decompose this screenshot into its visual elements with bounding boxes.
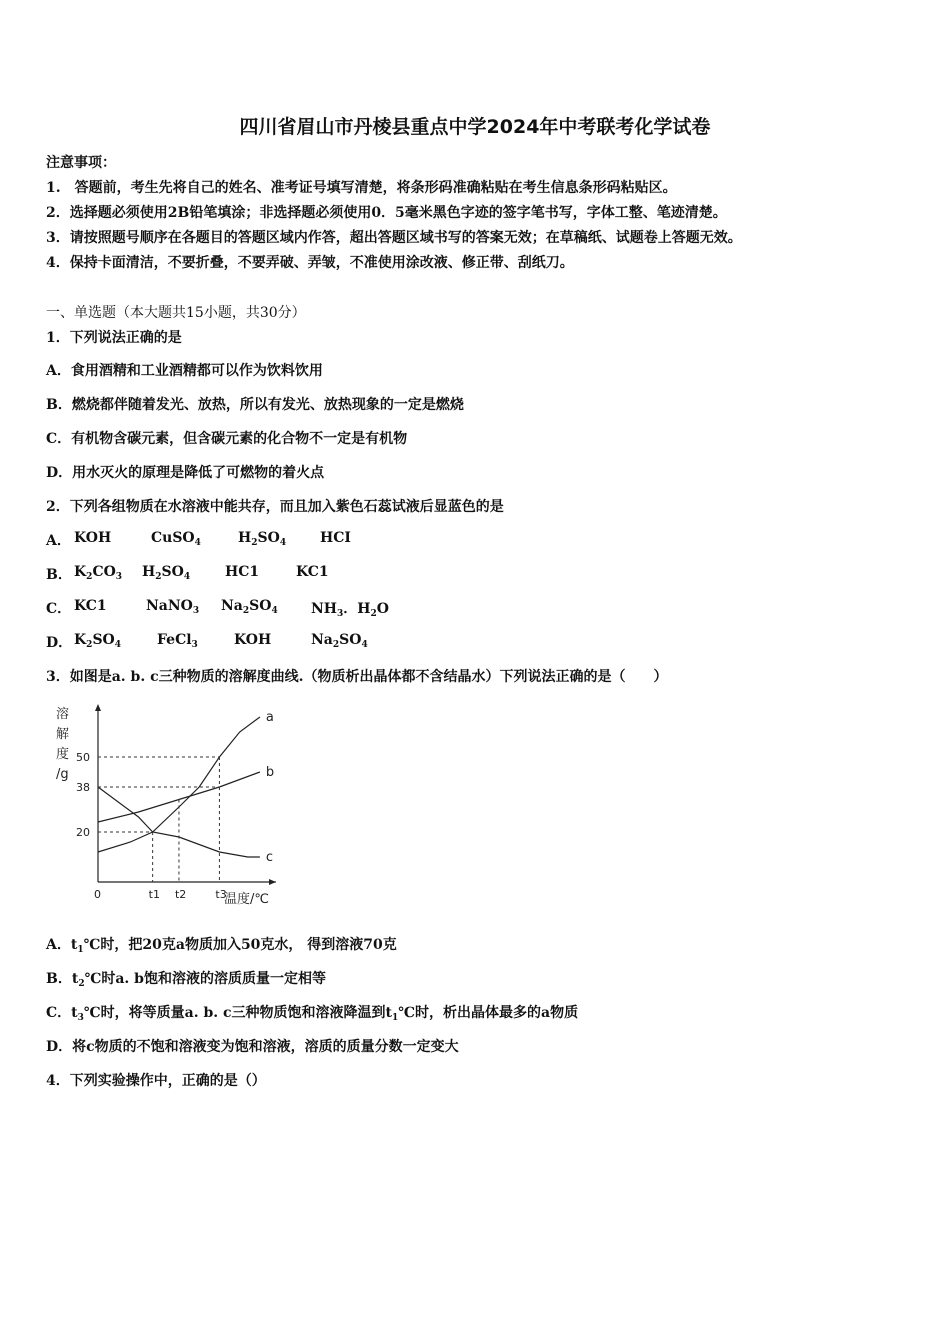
- notice-item-1: 1. 答题前，考生先将自己的姓名、准考证号填写清楚，将条形码准确粘贴在考生信息条形码粘贴区。: [46, 180, 677, 196]
- q1-option-a: A．食用酒精和工业酒精都可以作为饮料饮用: [46, 363, 323, 379]
- notice-heading: 注意事项：: [46, 155, 116, 171]
- y-tick-label: 20: [76, 826, 90, 839]
- y-axis-label: 解: [56, 727, 70, 742]
- q3-option-b: B．$t_2℃$时a. b饱和溶液的溶质质量一定相等: [46, 971, 326, 989]
- x-axis-arrow: [269, 879, 276, 885]
- notice-item-3: 3．请按照题号顺序在各题目的答题区域内作答，超出答题区域书写的答案无效；在草稿纸、试题卷上答题无效。: [46, 230, 742, 246]
- q3-option-a: A．$t_1℃$时，把20克a物质加入50克水， 得到溶液70克: [46, 937, 397, 955]
- solubility-chart: [46, 700, 296, 910]
- y-tick-label: 38: [76, 781, 90, 794]
- q3-stem: 3．如图是a. b. c三种物质的溶解度曲线.（物质析出晶体都不含结晶水）下列说法正确的是（ ）: [46, 669, 668, 685]
- q1-option-c: C．有机物含碳元素，但含碳元素的化合物不一定是有机物: [46, 431, 408, 447]
- y-axis-arrow: [95, 704, 101, 711]
- q1-option-d: D．用水灭火的原理是降低了可燃物的着火点: [46, 465, 325, 481]
- curve-label-b: b: [265, 765, 275, 780]
- notice-item-4: 4．保持卡面清洁，不要折叠，不要弄破、弄皱，不准使用涂改液、修正带、刮纸刀。: [46, 255, 574, 271]
- curve-label-c: c: [265, 850, 274, 865]
- y-axis-label: 溶: [56, 707, 70, 722]
- notice-item-2: 2．选择题必须使用2B铅笔填涂；非选择题必须使用0．5毫米黑色字迹的签字笔书写，字体工整、笔迹清楚。: [46, 205, 727, 221]
- y-axis-label: /g: [56, 767, 69, 782]
- q1-option-b: B．燃烧都伴随着发光、放热，所以有发光、放热现象的一定是燃烧: [46, 397, 464, 413]
- q3-option-c: C．$t_3℃$时，将等质量a. b. c三种物质饱和溶液降温到$t_1℃$时，析出晶体最多的a物质: [46, 1005, 579, 1023]
- x-tick-label: 0: [94, 888, 101, 901]
- page-title: 四川省眉山市丹棱县重点中学2024年中考联考化学试卷: [239, 116, 711, 138]
- x-tick-label: t2: [174, 888, 187, 901]
- y-tick-label: 50: [76, 751, 90, 764]
- q2-stem: 2．下列各组物质在水溶液中能共存，而且加入紫色石蕊试液后显蓝色的是: [46, 499, 504, 515]
- x-tick-label: t3: [215, 888, 227, 901]
- x-tick-label: t1: [148, 888, 160, 901]
- curve-label-a: a: [265, 710, 274, 725]
- q1-stem: 1．下列说法正确的是: [46, 330, 182, 346]
- curve-c: [98, 787, 260, 857]
- y-axis-label: 度: [56, 747, 70, 762]
- section-heading: 一、单选题（本大题共15小题，共30分）: [46, 305, 306, 321]
- q3-option-d: D．将c物质的不饱和溶液变为饱和溶液，溶质的质量分数一定变大: [46, 1039, 459, 1055]
- x-axis-label: 温度/℃: [224, 892, 269, 907]
- exam-page: 四川省眉山市丹棱县重点中学2024年中考联考化学试卷 注意事项： 1. 答题前，考生先将自己的姓名、准考证号填写清楚，将条形码准确粘贴在考生信息条形码粘贴区。 2．选择题必须使用2B铅笔填涂；非选择题必须使用0．5毫米黑色字迹的签字笔书写，字体工整、笔迹清楚。 3．请按照题号顺序在各题目的答题区域内作答，超出答题区域书写的答案无效；在草稿纸、试题卷上答题无效。 4．保持卡面清洁，不要折叠，不要弄破、弄皱，不准使用涂改液、修正带、刮纸刀。 一、单选题（本大题共15小题，共30分） 1．下列说法正确的是 A．食用酒精和工业酒精都可以作为饮料饮用 B．燃烧都伴随着发光、放热，所以有发光、放热现象的一定是燃烧 C．有机物含碳元素，但含碳元素的化合物不一定是有机物 D．用水灭火的原理是降低了可燃物的着火点 2．下列各组物质在水溶液中能共存，而且加入紫色石蕊试液后显蓝色的是 A． KOH CuSO$_4$ $H_2SO_4$ HCI B． $K_2CO_3$ $H_2SO_4$ HC1 KC1 C． KC1 NaNO$_3$ $Na_2SO_4$ $NH_3$．$H_2O$ D． $K_2SO_4$ FeCl$_3$ KOH $Na_2SO_4$ 3．如图是a. b. c三种物质的溶解度曲线.（物质析出晶体都不含结晶水）下列说法正确的是（ ） 溶 解 度 /g 温度/℃ 20 38 50 a b c 0 t1 t2 t3 A．$t_1℃$时，把20克a物质加入50克水， 得到溶液70克 B．$t_2℃$时a. b饱和溶液的溶质质量一定相等 C．$t_3℃$时，将等质量a. b. c三种物质饱和溶液降温到$t_1℃$时，析出晶体最多的a物质 D．将c物质的不饱和溶液变为饱和溶液，溶质的质量分数一定变大 4．下列实验操作中，正确的是（）: [0, 0, 950, 1344]
- q4-stem: 4．下列实验操作中，正确的是（）: [46, 1073, 266, 1089]
